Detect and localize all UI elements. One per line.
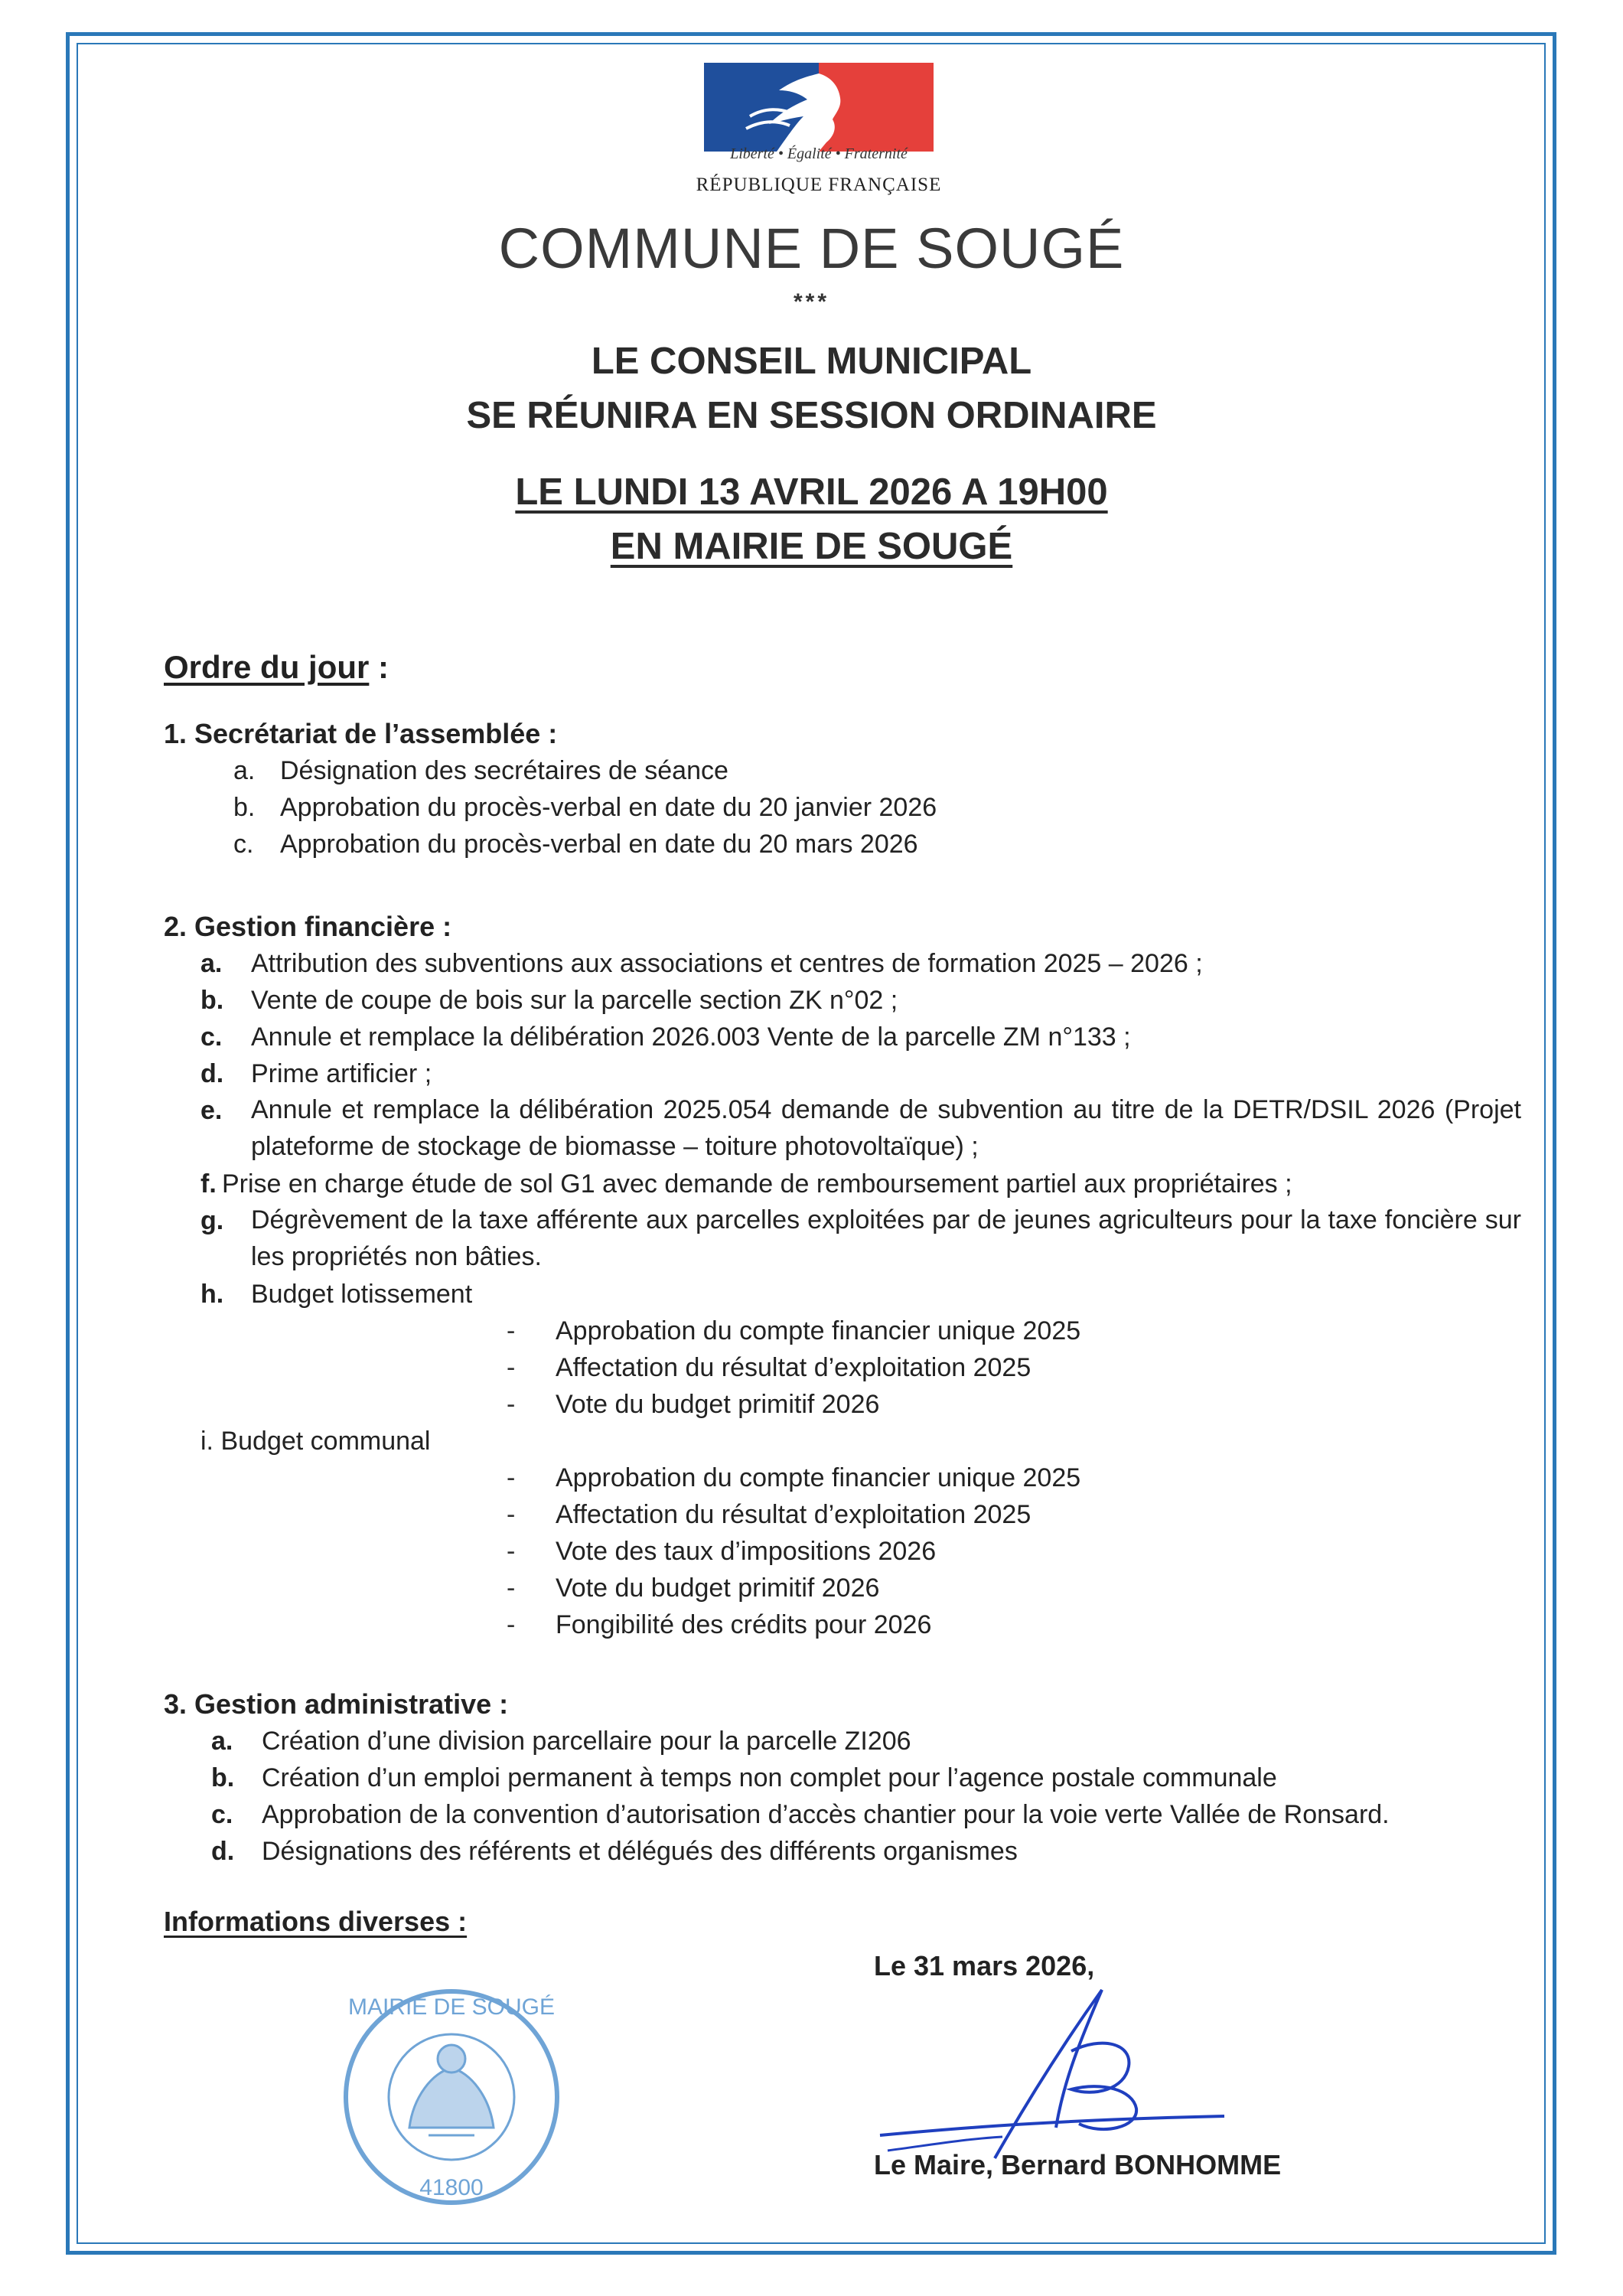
- list-item: Attribution des subventions aux associations et centres de formation 2025 – 2026 ;: [251, 949, 1203, 978]
- list-letter: h.: [200, 1280, 224, 1309]
- sub-item: Vote du budget primitif 2026: [556, 1390, 880, 1419]
- list-item: Création d’un emploi permanent à temps non complet pour l’agence postale communale: [262, 1763, 1277, 1792]
- town-hall-stamp: [337, 1982, 566, 2212]
- dash-bullet: -: [507, 1316, 516, 1345]
- list-item: Approbation du procès-verbal en date du 20 janvier 2026: [280, 793, 937, 822]
- dash-bullet: -: [507, 1574, 516, 1603]
- list-letter: f.: [200, 1169, 217, 1199]
- dash-bullet: -: [507, 1390, 516, 1419]
- list-letter: e.: [200, 1096, 223, 1125]
- list-item: Désignations des référents et délégués des différents organismes: [262, 1837, 1018, 1866]
- list-letter: c.: [200, 1022, 223, 1052]
- list-item: Désignation des secrétaires de séance: [280, 756, 728, 785]
- separator-stars: ***: [793, 289, 830, 315]
- dash-bullet: -: [507, 1610, 516, 1639]
- list-item: Approbation du procès-verbal en date du 20 mars 2026: [280, 830, 918, 859]
- list-letter: a.: [233, 756, 256, 785]
- list-item: Création d’une division parcellaire pour la parcelle ZI206: [262, 1727, 911, 1756]
- list-item: Annule et remplace la délibération 2025.054 demande de subvention au titre de la DETR/DSIL 2026 (Projet plateforme de stockage de biomasse – toiture photovoltaïque) ;: [251, 1095, 1521, 1161]
- sub-item: Affectation du résultat d’exploitation 2025: [556, 1353, 1031, 1382]
- dash-bullet: -: [507, 1500, 516, 1529]
- list-item: Prise en charge étude de sol G1 avec demande de remboursement partiel aux propriétaires ;: [222, 1169, 1292, 1199]
- list-letter: g.: [200, 1206, 224, 1235]
- list-item: Vente de coupe de bois sur la parcelle section ZK n°02 ;: [251, 986, 898, 1015]
- list-item: Prime artificier ;: [251, 1059, 432, 1088]
- republic-name: RÉPUBLIQUE FRANÇAISE: [696, 174, 942, 195]
- header-line-1: LE CONSEIL MUNICIPAL: [591, 341, 1032, 382]
- page-title: COMMUNE DE SOUGÉ: [498, 217, 1125, 280]
- list-letter: d.: [211, 1837, 235, 1866]
- sub-item: Vote des taux d’impositions 2026: [556, 1537, 937, 1566]
- sub-item: Approbation du compte financier unique 2025: [556, 1463, 1081, 1492]
- header-line-2: SE RÉUNIRA EN SESSION ORDINAIRE: [466, 395, 1157, 436]
- marianne-logo: [704, 63, 934, 152]
- list-item: Dégrèvement de la taxe afférente aux parcelles exploitées par de jeunes agriculteurs pour la taxe foncière sur les propriétés non bâties.: [251, 1205, 1521, 1271]
- section-1-title: 1. Secrétariat de l’assemblée :: [164, 718, 558, 749]
- list-item: Approbation de la convention d’autorisation d’accès chantier pour la voie verte Vallée de Ronsard.: [262, 1800, 1390, 1829]
- list-item: Budget lotissement: [251, 1280, 473, 1309]
- signature-date: Le 31 mars 2026,: [874, 1950, 1095, 1981]
- signature: [872, 1975, 1270, 2166]
- dash-bullet: -: [507, 1537, 516, 1566]
- list-letter: b.: [211, 1763, 235, 1792]
- list-item: i. Budget communal: [200, 1427, 431, 1456]
- list-letter: c.: [233, 830, 254, 859]
- list-letter: d.: [200, 1059, 224, 1088]
- republic-motto: Liberté • Égalité • Fraternité: [730, 145, 908, 162]
- stamp-code: 41800: [419, 2175, 484, 2200]
- sub-item: Fongibilité des crédits pour 2026: [556, 1610, 932, 1639]
- list-letter: a.: [211, 1727, 233, 1756]
- stamp-text: MAIRIE DE SOUGÉ: [347, 1994, 556, 2020]
- section-2-title: 2. Gestion financière :: [164, 911, 452, 942]
- agenda-heading: Ordre du jour :: [164, 649, 389, 685]
- section-3-title: 3. Gestion administrative :: [164, 1688, 509, 1720]
- list-letter: c.: [211, 1800, 233, 1829]
- list-letter: a.: [200, 949, 223, 978]
- dash-bullet: -: [507, 1353, 516, 1382]
- sub-item: Approbation du compte financier unique 2025: [556, 1316, 1081, 1345]
- dash-bullet: -: [507, 1463, 516, 1492]
- sub-item: Vote du budget primitif 2026: [556, 1574, 880, 1603]
- mayor-name: Le Maire, Bernard BONHOMME: [874, 2149, 1282, 2180]
- sub-item: Affectation du résultat d’exploitation 2025: [556, 1500, 1031, 1529]
- list-letter: b.: [233, 793, 256, 822]
- informations-heading: Informations diverses :: [164, 1906, 468, 1937]
- meeting-place: EN MAIRIE DE SOUGÉ: [610, 526, 1013, 567]
- meeting-date: LE LUNDI 13 AVRIL 2026 A 19H00: [515, 471, 1108, 513]
- list-letter: b.: [200, 986, 224, 1015]
- list-item: Annule et remplace la délibération 2026.003 Vente de la parcelle ZM n°133 ;: [251, 1022, 1131, 1052]
